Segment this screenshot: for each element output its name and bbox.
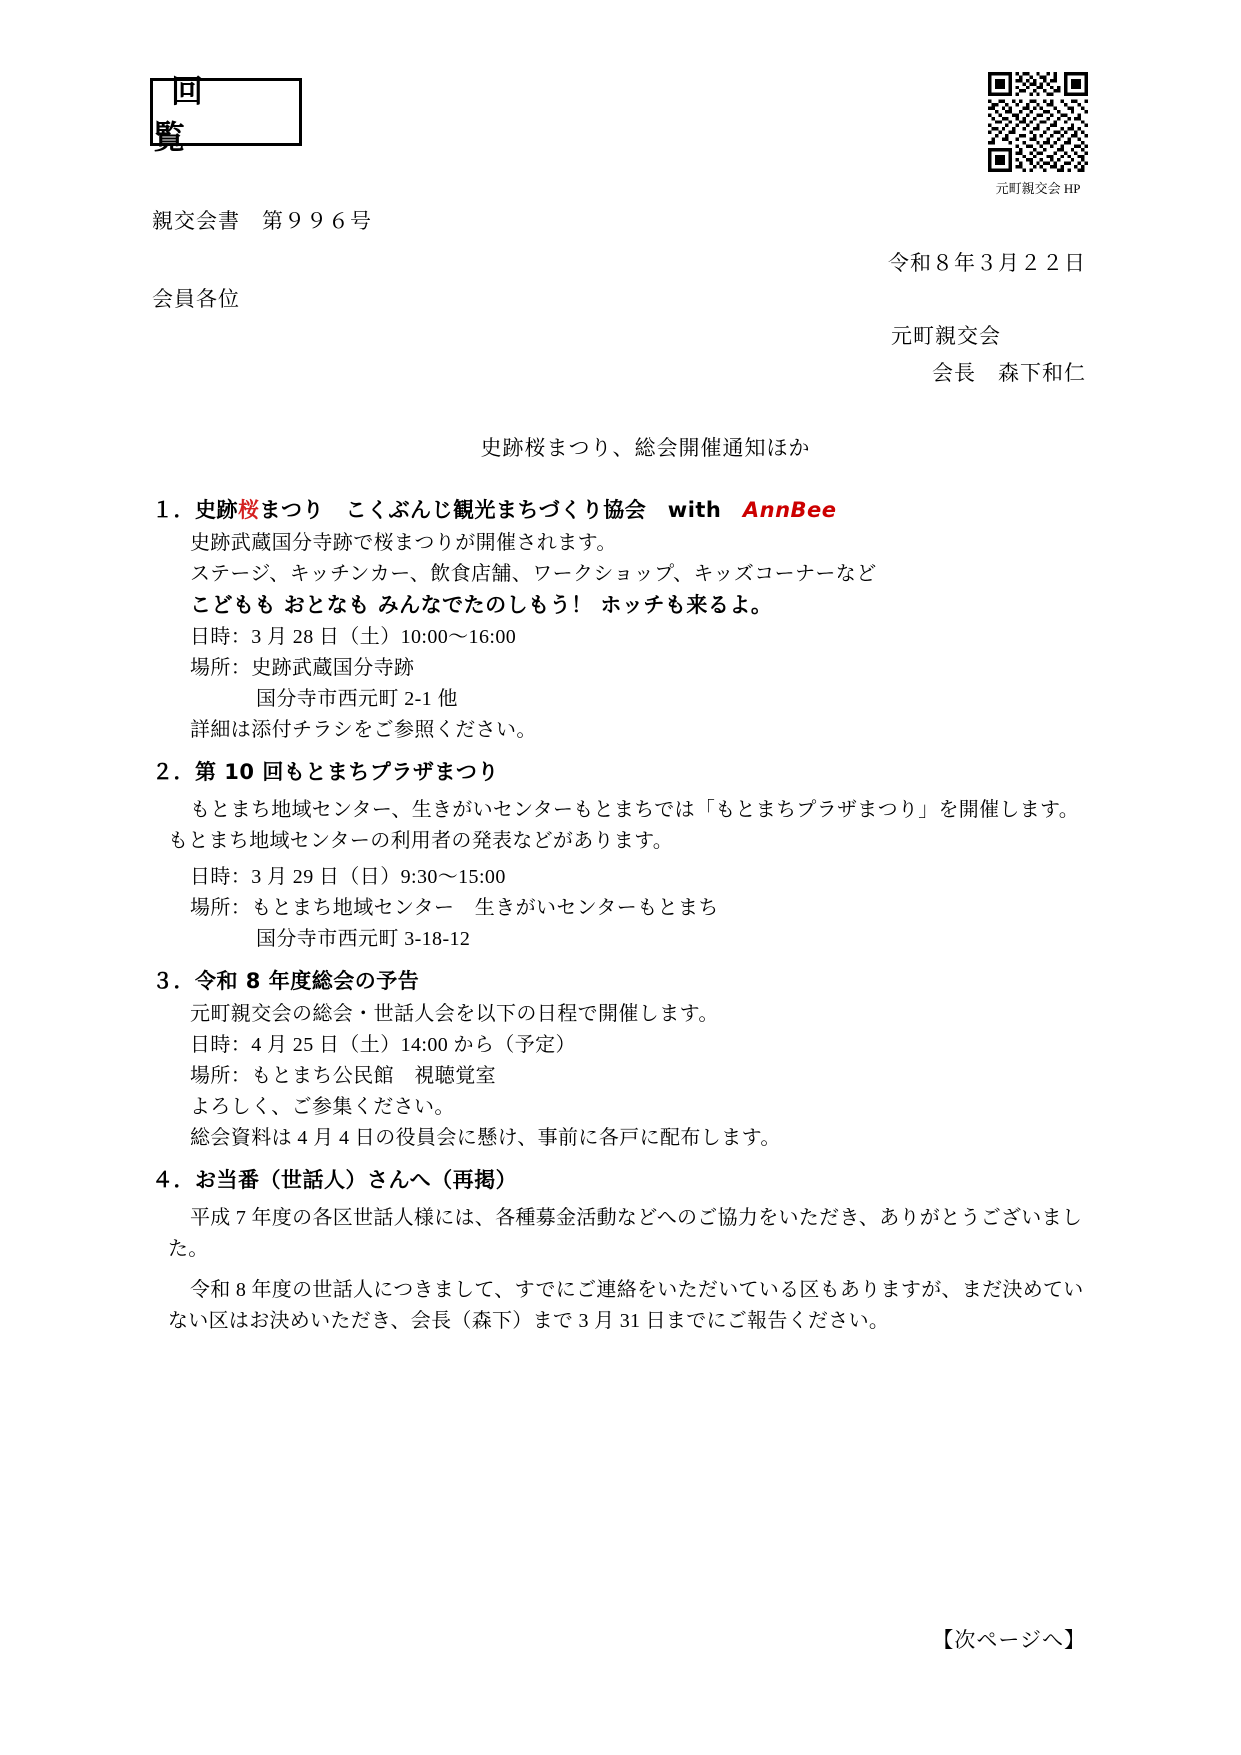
section-4-number: ４． (152, 1168, 195, 1192)
section-1-title-sakura: 桜 (238, 498, 260, 522)
section-3-body (152, 1004, 1092, 1148)
section-4-title: お当番（世話人）さんへ（再掲） (195, 1168, 518, 1192)
section-2 (152, 762, 1092, 949)
section-2-line-2: 場所：もとまち地域センター 生きがいセンターもとまち (190, 897, 719, 919)
section-3-number: ３． (152, 969, 195, 993)
document-body (152, 500, 1092, 1359)
section-1-body (152, 533, 1092, 740)
section-2-line-1: 日時：3 月 29 日（日）9:30〜15:00 (190, 866, 506, 888)
section-1-line-4: 日時：3 月 28 日（土）10:00〜16:00 (190, 626, 517, 648)
circulation-stamp: 回 覧 (150, 78, 302, 146)
section-2-heading (152, 762, 1092, 783)
section-1-title-part2: まつり こくぶんじ観光まちづくり協会 with (259, 498, 743, 522)
section-1 (152, 500, 1092, 740)
document-date: 令和８年３月２２日 (888, 251, 1086, 275)
section-1-line-5: 場所：史跡武蔵国分寺跡 (190, 657, 415, 679)
document-subject: 史跡桜まつり、総会開催通知ほか (480, 436, 811, 460)
section-1-line-3: こどもも おとなも みんなでたのしもう！ ホッチも来るよ。 (190, 593, 773, 617)
section-4-paragraph-2: 令和 8 年度の世話人につきまして、すでにご連絡をいただいている区もありますが、まだ決めていない区はお決めいただき、会長（森下）まで 3 月 31 日までにご報告ください。 (168, 1279, 1084, 1332)
section-1-line-7: 詳細は添付チラシをご参照ください。 (190, 719, 537, 741)
section-3-line-3: 場所：もとまち公民館 視聴覚室 (190, 1065, 496, 1087)
qr-code-block (985, 72, 1091, 197)
section-1-title-annbee: AnnBee (742, 498, 837, 522)
section-1-line-6: 国分寺市西元町 2-1 他 (256, 688, 458, 710)
qr-caption: 元町親交会 HP (995, 181, 1081, 196)
addressee: 会員各位 (152, 287, 240, 311)
section-3-heading (152, 971, 1092, 992)
section-3-line-4: よろしく、ご参集ください。 (190, 1096, 455, 1118)
section-4-heading (152, 1170, 1092, 1191)
section-1-number: １． (152, 498, 195, 522)
qr-code-image (988, 72, 1088, 172)
section-1-heading (152, 500, 1092, 521)
section-3-line-2: 日時：4 月 25 日（土）14:00 から（予定） (190, 1034, 576, 1056)
section-3 (152, 971, 1092, 1148)
section-4-paragraph-1: 平成 7 年度の各区世話人様には、各種募金活動などへのご協力をいただき、ありがとうございました。 (168, 1207, 1083, 1260)
section-3-title: 令和 8 年度総会の予告 (195, 969, 420, 993)
section-2-body (152, 795, 1092, 949)
next-page-note: 【次ページへ】 (932, 1628, 1086, 1652)
section-3-line-1: 元町親交会の総会・世話人会を以下の日程で開催します。 (190, 1003, 719, 1025)
section-1-line-1: 史跡武蔵国分寺跡で桜まつりが開催されます。 (190, 532, 617, 554)
section-2-title: 第 10 回もとまちプラザまつり (195, 760, 499, 784)
sender-organization: 元町親交会 (891, 324, 1001, 348)
section-4-body (152, 1203, 1092, 1337)
section-2-number: ２． (152, 760, 195, 784)
section-2-line-3: 国分寺市西元町 3-18-12 (256, 928, 471, 950)
sender-name: 会長 森下和仁 (932, 361, 1086, 385)
section-2-paragraph: もとまち地域センター、生きがいセンターもとまちでは「もとまちプラザまつり」を開催します。もとまち地域センターの利用者の発表などがあります。 (168, 799, 1079, 852)
section-1-title-part1: 史跡 (195, 498, 238, 522)
section-1-line-2: ステージ、キッチンカー、飲食店舗、ワークショップ、キッズコーナーなど (190, 563, 877, 585)
section-4 (152, 1170, 1092, 1337)
document-number: 親交会書 第９９６号 (152, 209, 372, 233)
section-3-line-5: 総会資料は 4 月 4 日の役員会に懸け、事前に各戸に配布します。 (190, 1127, 781, 1149)
